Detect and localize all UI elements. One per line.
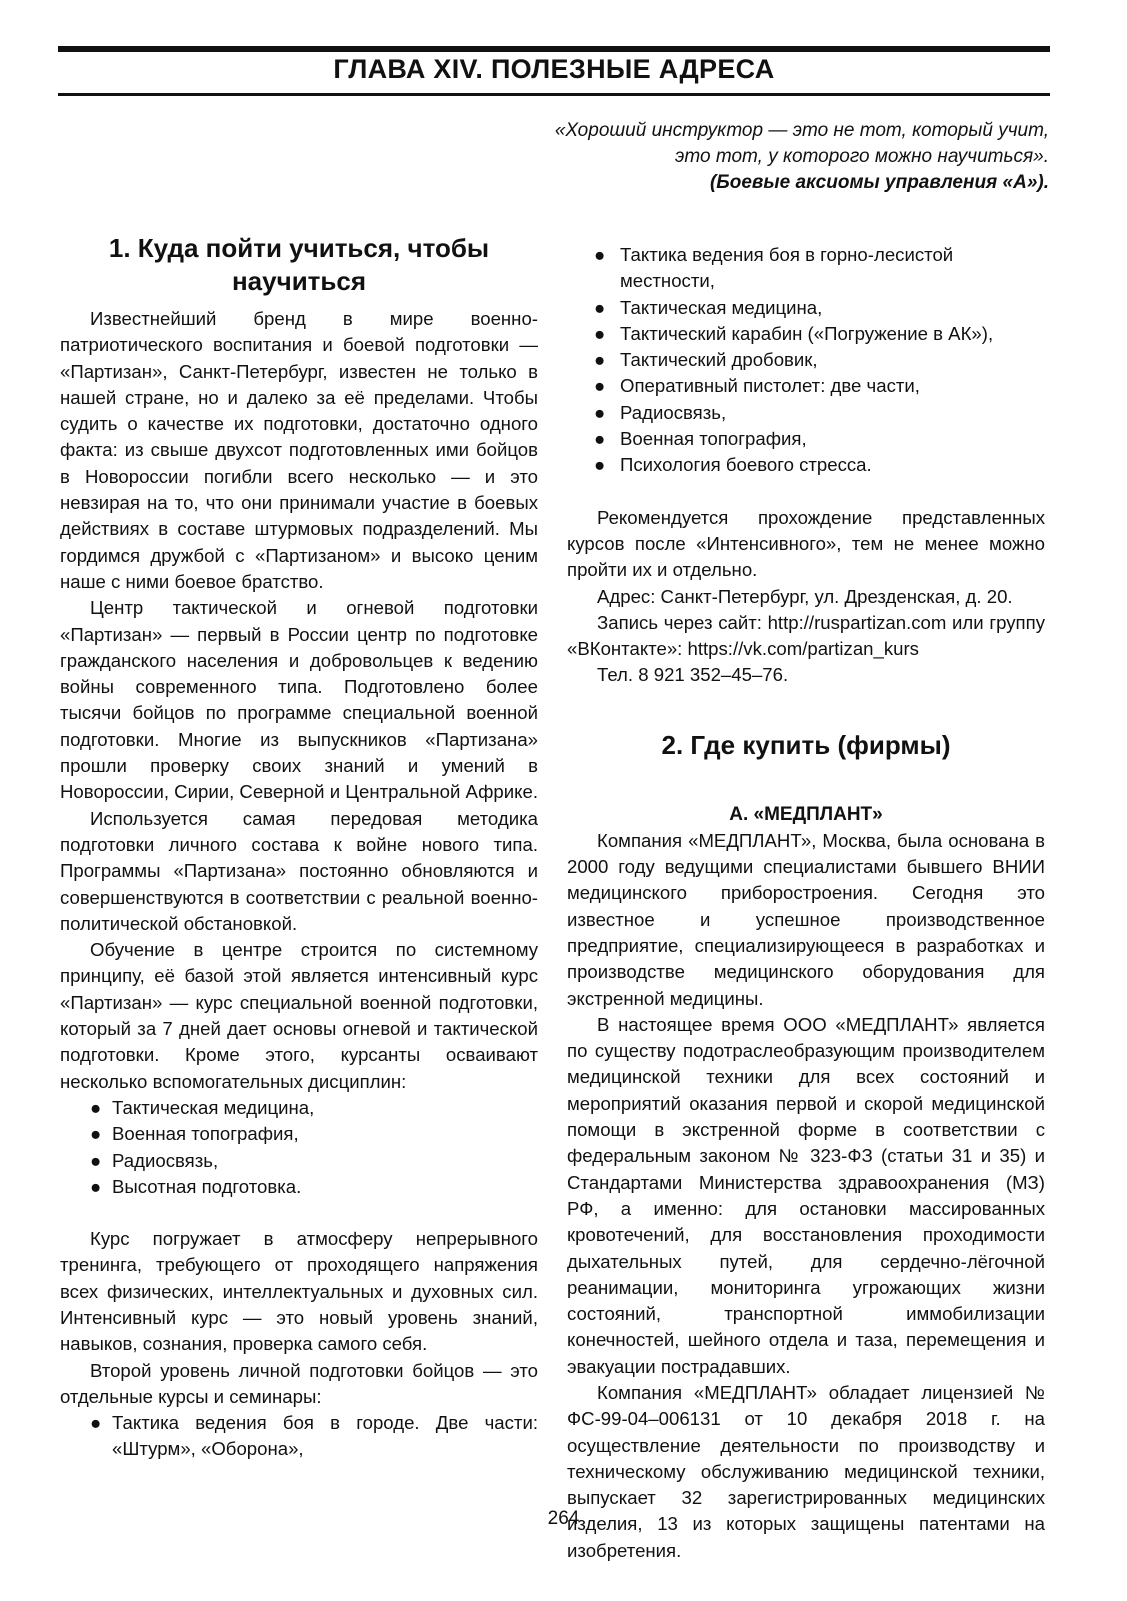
list-item <box>60 1410 538 1463</box>
list-item <box>567 242 1045 295</box>
paragraph: В настоящее время ООО «МЕДПЛАНТ» является по существу подотраслеобразующим производителем медицинской техники для всех состояний и мероприятий оказания первой и скорой медицинской помощи в экстренной форме в соответствии с федеральным законом № 323-ФЗ (статьи 31 и 35) и Стандартами Министерства здравоохранения (МЗ) РФ, а именно: для остановки массированных кровотечений, для восстановления проходимости дыхательных путей, для сердечно-лёгочной реанимации, мониторинга угрожающих жизни состояний, транспортной иммобилизации конечностей, шейного отдела и таза, перемещения и эвакуации пострадавших. <box>567 1013 1045 1377</box>
list-item <box>567 321 1045 347</box>
section-heading-line: научиться <box>231 266 367 296</box>
bullet-icon: ● <box>90 1096 102 1118</box>
signup-info: Запись через сайт: http://ruspartizan.com или группу «ВКонтакте»: https://vk.com/partizan_kurs <box>567 611 1045 660</box>
list-item-text: Оперативный пистолет: две части, <box>620 375 920 397</box>
paragraph: Компания «МЕДПЛАНТ» обладает лицензией № ФС-99-04–006131 от 10 декабря 2018 г. на осуществление деятельности по производству и техническому обслуживанию медицинской техники, выпускает 32 зарегистрированных медицинских изделия, 13 из которых защищены патентами на изобретения. <box>567 1381 1045 1561</box>
bullet-icon: ● <box>90 1123 102 1145</box>
list-item <box>567 295 1045 321</box>
list-item-text: Военная топография, <box>112 1123 299 1145</box>
bullet-list <box>60 1410 538 1463</box>
list-item-text: Тактический дробовик, <box>620 349 818 371</box>
bullet-icon: ● <box>594 375 606 397</box>
epigraph <box>555 118 1049 196</box>
bullet-icon: ● <box>594 296 606 318</box>
bullet-icon: ● <box>594 428 606 450</box>
bullet-icon: ● <box>594 454 606 476</box>
column-left <box>60 232 538 1463</box>
list-item <box>567 426 1045 452</box>
list-item-text: Тактика ведения боя в городе. Две части: «Штурм», «Оборона», <box>112 1412 538 1460</box>
phone: Тел. 8 921 352–45–76. <box>597 664 789 686</box>
list-item <box>60 1095 538 1121</box>
header-rule-top <box>58 46 1050 52</box>
paragraph: Обучение в центре строится по системному принципу, её базой этой является интенсивный курс «Партизан» — курс специальной военной подготовки, который за 7 дней дает основы огневой и тактической подготовки. Кроме этого, курсанты осваивают несколько вспомогательных дисциплин: <box>60 939 538 1092</box>
page-number: 264 <box>547 1508 580 1529</box>
paragraph: Используется самая передовая методика подготовки личного состава к войне нового типа. Программы «Партизана» постоянно обновляются и совершенствуются в соответствии с реальной военно-политической обстановкой. <box>60 807 538 934</box>
list-item <box>567 452 1045 478</box>
header-rule-bottom <box>58 93 1050 96</box>
list-item-text: Психология боевого стресса. <box>620 454 872 476</box>
bullet-icon: ● <box>90 1175 102 1197</box>
list-item-text: Радиосвязь, <box>112 1149 219 1171</box>
list-item-text: Тактическая медицина, <box>620 296 823 318</box>
list-item <box>60 1121 538 1147</box>
list-item <box>567 347 1045 373</box>
subsection-heading: А. «МЕДПЛАНТ» <box>729 803 883 825</box>
list-item-text: Радиосвязь, <box>620 401 727 423</box>
bullet-icon: ● <box>594 401 606 423</box>
list-item-text: Военная топография, <box>620 428 807 450</box>
list-item <box>60 1174 538 1200</box>
bullet-icon: ● <box>594 244 606 265</box>
bullet-icon: ● <box>90 1412 102 1434</box>
list-item <box>567 373 1045 399</box>
column-right <box>567 242 1045 1564</box>
epigraph-line: «Хороший инструктор — это не тот, который учит, <box>554 120 1049 141</box>
paragraph: Рекомендуется прохождение представленных курсов после «Интенсивного», тем не менее можно пройти их и отдельно. <box>567 506 1045 581</box>
section-heading: 2. Где купить (фирмы) <box>661 729 951 760</box>
bullet-icon: ● <box>594 322 606 344</box>
paragraph: Второй уровень личной подготовки бойцов — это отдельные курсы и семинары: <box>60 1359 538 1407</box>
list-item-text: Тактическая медицина, <box>112 1096 315 1118</box>
bullet-list <box>567 242 1045 479</box>
list-item-text: Тактический карабин («Погружение в АК»), <box>620 322 994 344</box>
paragraph: Известнейший бренд в мире военно-патриотического воспитания и боевой подготовки — «Партизан», Санкт-Петербург, известен не только в нашей стране, но и далеко за её пределами. Чтобы судить о качестве их подготовки, достаточно одного факта: из свыше двухсот подготовленных ими бойцов в Новороссии погибли всего несколько — и это невзирая на то, что они принимали участие в боевых действиях в составе штурмовых подразделений. Мы гордимся дружбой с «Партизаном» и высоко ценим наше с ними боевое братство. <box>60 308 538 592</box>
section-heading <box>60 232 538 298</box>
paragraph: Курс погружает в атмосферу непрерывного тренинга, требующего от проходящего напряжения всех физических, интеллектуальных и духовных сил. Интенсивный курс — это новый уровень знаний, навыков, сознания, проверка самого себя. <box>60 1228 538 1355</box>
address: Адрес: Санкт-Петербург, ул. Дрезденская, д. 20. <box>597 585 1013 607</box>
list-item <box>60 1148 538 1174</box>
paragraph: Центр тактической и огневой подготовки «Партизан» — первый в России центр по подготовке гражданского населения и добровольцев к ведению войны современного типа. Подготовлено более тысячи бойцов по программе специальной военной подготовки. Многие из выпускников «Партизана» прошли проверку своих знаний и умений в Новороссии, Сирии, Северной и Центральной Африке. <box>60 597 538 803</box>
section-heading-line: 1. Куда пойти учиться, чтобы <box>108 233 490 263</box>
list-item-text: Тактика ведения боя в горно-лесистой местности, <box>620 244 954 292</box>
chapter-title: ГЛАВА XIV. ПОЛЕЗНЫЕ АДРЕСА <box>333 54 775 84</box>
bullet-list <box>60 1095 538 1200</box>
epigraph-source: (Боевые аксиомы управления «А»). <box>709 172 1049 193</box>
epigraph-line: это тот, у которого можно научиться». <box>675 146 1049 167</box>
paragraph: Компания «МЕДПЛАНТ», Москва, была основана в 2000 году ведущими специалистами бывшего ВНИИ медицинского приборостроения. Сегодня это известное и успешное производственное предприятие, специализирующееся в разработках и производстве медицинского оборудования для экстренной медицины. <box>567 829 1045 1009</box>
list-item <box>567 400 1045 426</box>
bullet-icon: ● <box>594 349 606 371</box>
list-item-text: Высотная подготовка. <box>112 1175 302 1197</box>
bullet-icon: ● <box>90 1149 102 1171</box>
